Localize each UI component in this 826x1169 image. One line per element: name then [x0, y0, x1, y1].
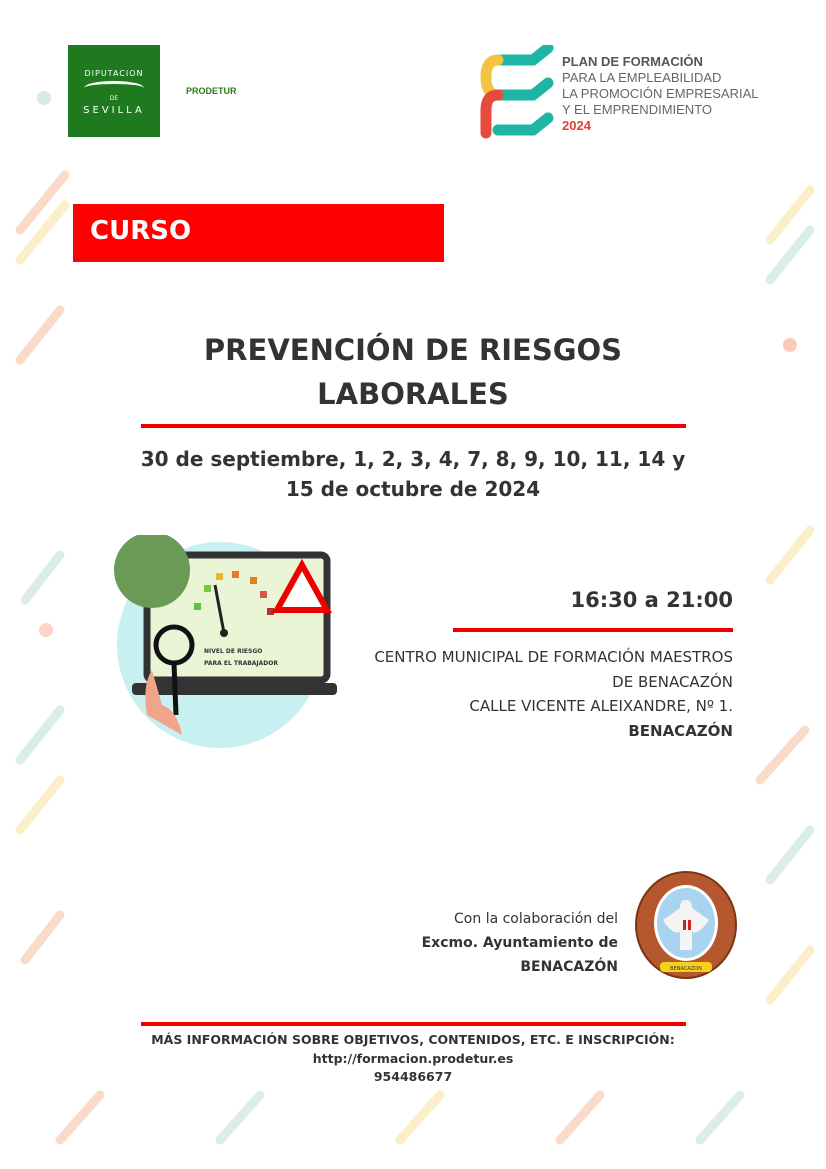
course-dates	[100, 444, 726, 504]
course-title	[100, 328, 726, 416]
course-badge: CURSO	[73, 204, 444, 262]
logo-text: DIPUTACION	[84, 69, 144, 78]
info-link[interactable]: http://formacion.prodetur.es	[312, 1050, 514, 1066]
title-line: LABORALES	[317, 377, 509, 411]
divider	[141, 1022, 686, 1026]
benacazon-coat-of-arms	[634, 870, 738, 980]
address-town: BENACAZÓN	[628, 721, 733, 740]
logo-text: DE	[109, 95, 119, 102]
plan-formacion-text	[562, 54, 759, 134]
info-heading: MÁS INFORMACIÓN SOBRE OBJETIVOS, CONTENIDOS, ETC. E INSCRIPCIÓN:	[151, 1032, 675, 1047]
plan-line: PLAN DE FORMACIÓN	[562, 54, 703, 69]
collab-line: Con la colaboración del	[454, 911, 618, 927]
logo-arc	[84, 81, 144, 95]
prodetur-label: PRODETUR	[186, 86, 237, 96]
plan-line: LA PROMOCIÓN EMPRESARIAL	[562, 86, 759, 101]
title-line: PREVENCIÓN DE RIESGOS	[203, 333, 623, 367]
address-line: CALLE VICENTE ALEIXANDRE, Nº 1.	[469, 697, 733, 715]
logo-text: SEVILLA	[83, 105, 145, 116]
illustration-caption: PARA EL TRABAJADOR	[204, 660, 279, 667]
plan-line: Y EL EMPRENDIMIENTO	[562, 102, 713, 117]
course-schedule: 16:30 a 21:00	[570, 588, 733, 612]
divider	[141, 424, 686, 428]
plan-line: PARA LA EMPLEABILIDAD	[562, 70, 722, 85]
course-address	[374, 645, 733, 743]
illustration-caption: NIVEL DE RIESGO	[204, 648, 263, 655]
plan-year: 2024	[562, 118, 591, 133]
risk-level-illustration	[112, 535, 337, 755]
collaboration-text	[422, 907, 618, 979]
diputacion-sevilla-logo	[68, 45, 160, 137]
footer-info	[100, 1031, 726, 1087]
dates-line: 30 de septiembre, 1, 2, 3, 4, 7, 8, 9, 10, 11, 14 y	[140, 447, 686, 471]
dates-line: 15 de octubre de 2024	[285, 477, 541, 501]
collab-line: BENACAZÓN	[520, 959, 618, 975]
plan-formacion-logo-icon	[478, 45, 558, 140]
collab-line: Excmo. Ayuntamiento de	[421, 935, 618, 951]
info-phone: 954486677	[373, 1069, 453, 1084]
seal-text: BENACAZON	[670, 966, 702, 972]
divider	[453, 628, 733, 632]
address-line: CENTRO MUNICIPAL DE FORMACIÓN MAESTROS	[374, 648, 733, 666]
address-line: DE BENACAZÓN	[612, 672, 733, 691]
